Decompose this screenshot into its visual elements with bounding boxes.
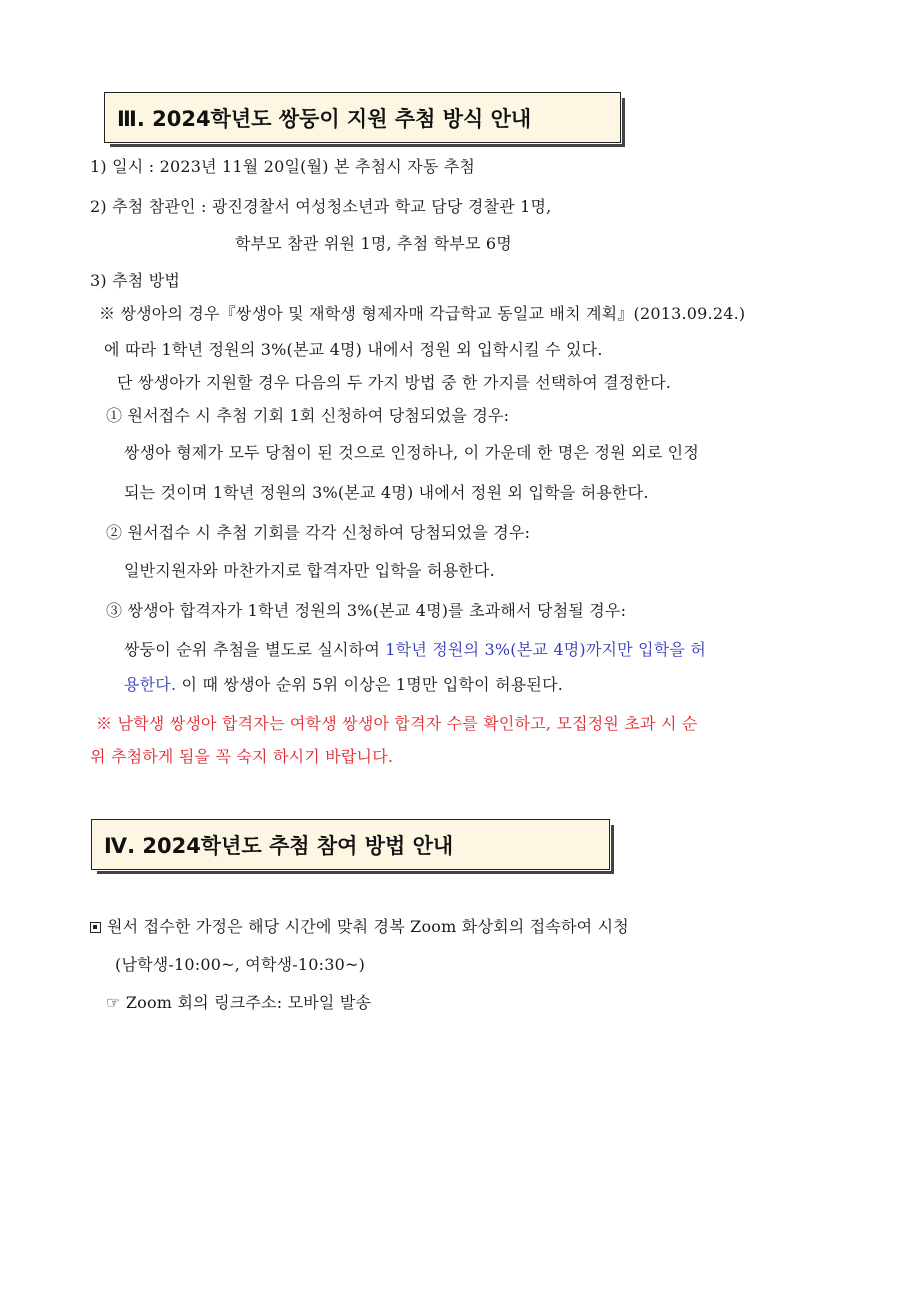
warning-line2: 위 추첨하게 됨을 꼭 숙지 하시기 바랍니다. bbox=[90, 747, 394, 766]
warning-line1: ※ 남학생 쌍생아 합격자는 여학생 쌍생아 합격자 수를 확인하고, 모집정원 초과 시 순 bbox=[96, 714, 698, 733]
twin-note-line2: 에 따라 1학년 정원의 3%(본교 4명) 내에서 정원 외 입학시킬 수 있다. bbox=[104, 340, 603, 359]
observer-item-line1: 2) 추첨 참관인 : 광진경찰서 여성청소년과 학교 담당 경찰관 1명, bbox=[90, 197, 552, 216]
square-bullet-icon bbox=[90, 922, 101, 933]
option-1-line2: 되는 것이며 1학년 정원의 3%(본교 4명) 내에서 정원 외 입학을 허용한다. bbox=[124, 483, 649, 502]
section-3-title: Ⅲ. 2024학년도 쌍둥이 지원 추첨 방식 안내 bbox=[117, 106, 532, 131]
option-3-line1 bbox=[124, 639, 706, 661]
option-1-line1: 쌍생아 형제가 모두 당첨이 된 것으로 인정하나, 이 가운데 한 명은 정원 외로 인정 bbox=[124, 443, 699, 462]
section-4-title: Ⅳ. 2024학년도 추첨 참여 방법 안내 bbox=[104, 833, 454, 858]
zoom-instruction bbox=[90, 916, 629, 938]
option-3-line2-text: 이 때 쌍생아 순위 5위 이상은 1명만 입학이 허용된다. bbox=[176, 675, 564, 694]
schedule-item: 1) 일시 : 2023년 11월 20일(월) 본 추첨시 자동 추첨 bbox=[90, 157, 476, 176]
option-3-highlight: 1학년 정원의 3%(본교 4명)까지만 입학을 허 bbox=[385, 640, 706, 659]
section-3-title-box bbox=[104, 92, 621, 143]
method-heading: 3) 추첨 방법 bbox=[90, 271, 181, 290]
option-2-title: ② 원서접수 시 추첨 기회를 각각 신청하여 당첨되었을 경우: bbox=[106, 523, 531, 542]
option-2-line1: 일반지원자와 마찬가지로 합격자만 입학을 허용한다. bbox=[124, 561, 495, 580]
twin-note-line1: ※ 쌍생아의 경우『쌍생아 및 재학생 형제자매 각급학교 동일교 배치 계획』(2013.09.24.) bbox=[99, 304, 746, 323]
zoom-schedule: (남학생-10:00~, 여학생-10:30~) bbox=[115, 955, 366, 974]
option-1-title: ① 원서접수 시 추첨 기회 1회 신청하여 당첨되었을 경우: bbox=[106, 406, 510, 425]
option-3-line2 bbox=[124, 674, 563, 696]
option-3-line1-text: 쌍둥이 순위 추첨을 별도로 실시하여 bbox=[124, 640, 386, 659]
zoom-link-note: ☞ Zoom 회의 링크주소: 모바일 발송 bbox=[106, 993, 372, 1012]
twin-note-line3: 단 쌍생아가 지원할 경우 다음의 두 가지 방법 중 한 가지를 선택하여 결정한다. bbox=[117, 373, 672, 392]
observer-item-line2: 학부모 참관 위원 1명, 추첨 학부모 6명 bbox=[235, 234, 512, 253]
section-4-title-box bbox=[91, 819, 610, 870]
option-3-highlight-end: 용한다. bbox=[124, 675, 177, 694]
option-3-title: ③ 쌍생아 합격자가 1학년 정원의 3%(본교 4명)를 초과해서 당첨될 경우: bbox=[106, 601, 627, 620]
zoom-instruction-text: 원서 접수한 가정은 해당 시간에 맞춰 경복 Zoom 화상회의 접속하여 시청 bbox=[107, 917, 629, 936]
